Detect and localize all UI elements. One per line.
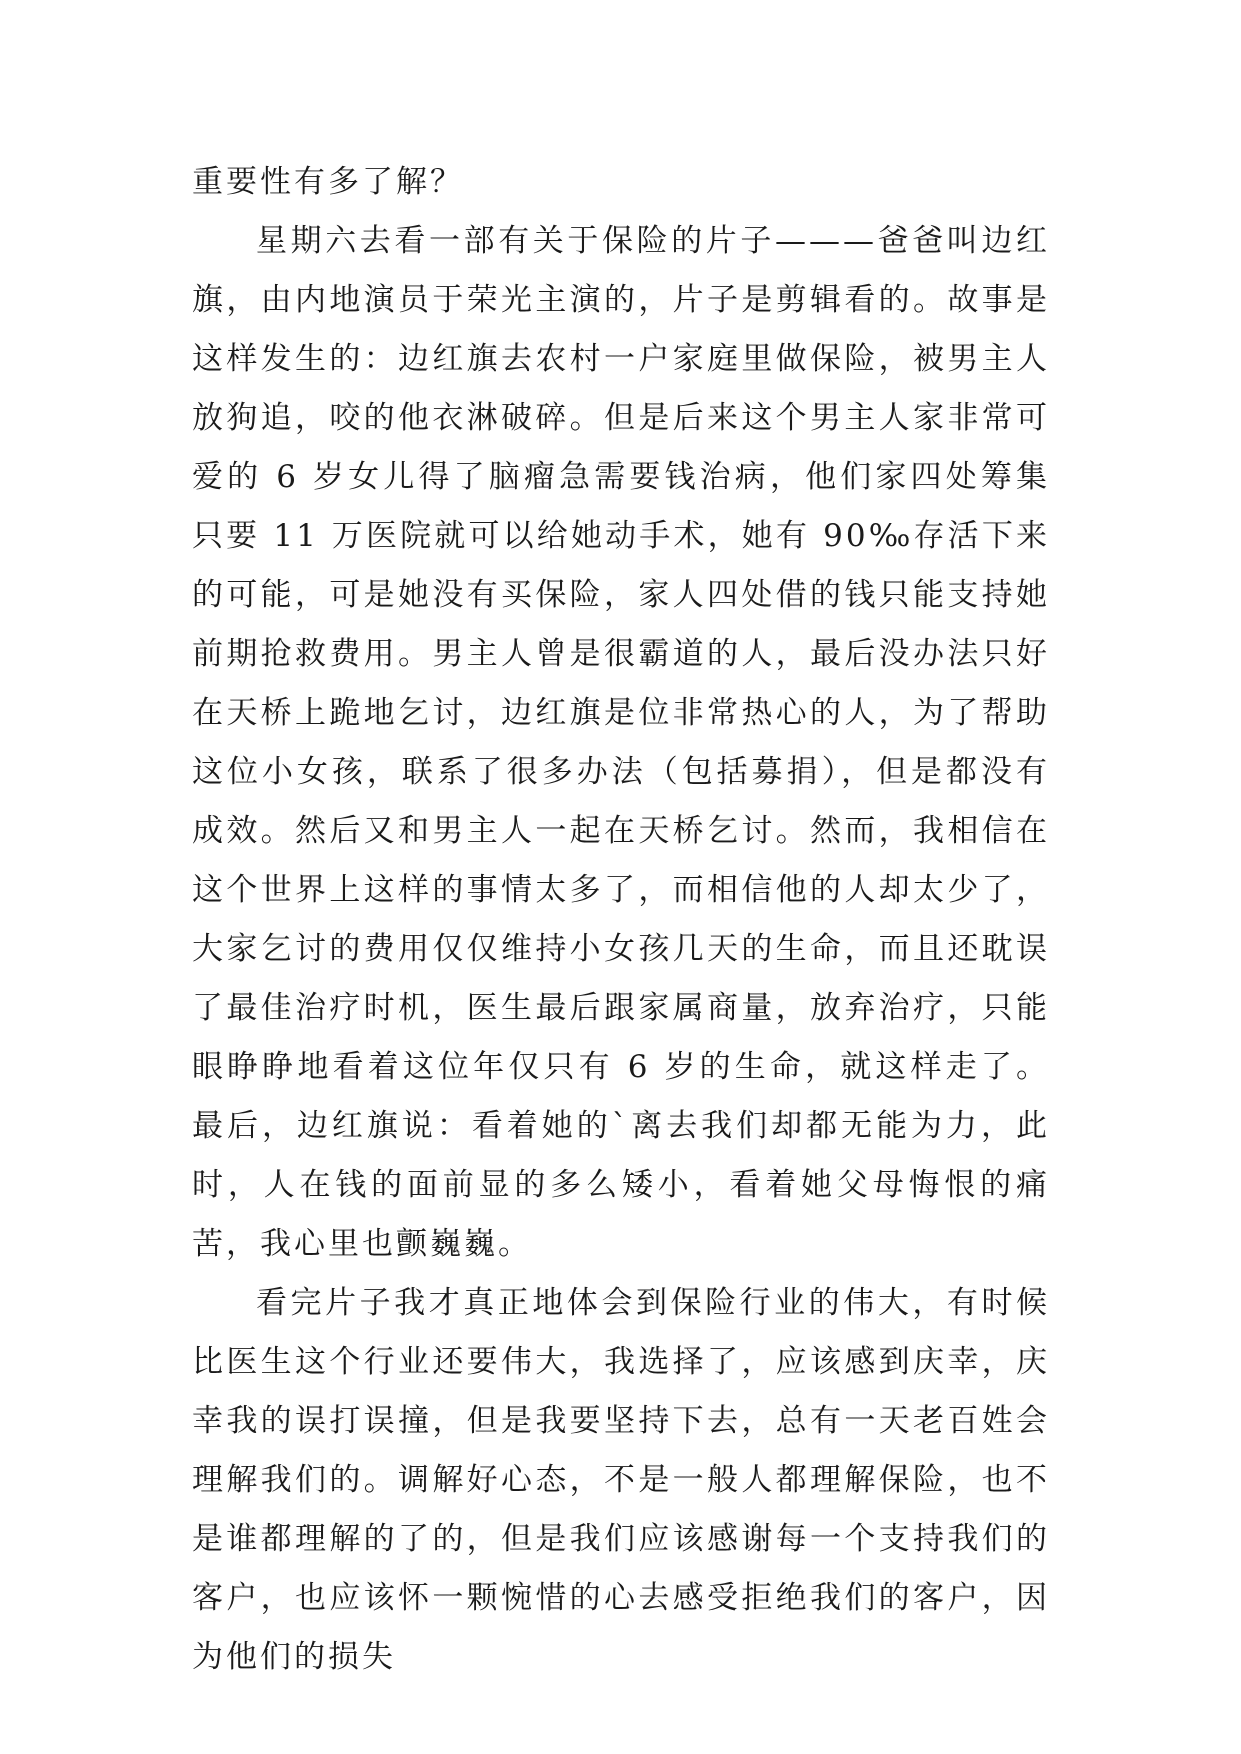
paragraph-reflection: 看完片子我才真正地体会到保险行业的伟大，有时候比医生这个行业还要伟大，我选择了，应该感到庆幸，庆幸我的误打误撞，但是我要坚持下去，总有一天老百姓会理解我们的。调解好心态，不是一般人都理解保险，也不是谁都理解的了的，但是我们应该感谢每一个支持我们的客户，也应该怀一颗惋惜的心去感受拒绝我们的客户，因为他们的损失 [192, 1285, 1050, 1675]
paragraph-film-story: 星期六去看一部有关于保险的片子———爸爸叫边红旗，由内地演员于荣光主演的，片子是剪辑看的。故事是这样发生的：边红旗去农村一户家庭里做保险，被男主人放狗追，咬的他衣淋破碎。但是后来这个男主人家非常可爱的 6 岁女儿得了脑瘤急需要钱治病，他们家四处筹集只要 11 万医院就可以给她动手术，她有 90‰存活下来的可能，可是她没有买保险，家人四处借的钱只能支持她前期抢救费用。男主人曾是很霸道的人，最后没办法只好在天桥上跪地乞讨，边红旗是位非常热心的人，为了帮助这位小女孩，联系了很多办法（包括募捐），但是都没有成效。然后又和男主人一起在天桥乞讨。然而，我相信在这个世界上这样的事情太多了，而相信他的人却太少了，大家乞讨的费用仅仅维持小女孩几天的生命，而且还耽误了最佳治疗时机，医生最后跟家属商量，放弃治疗，只能眼睁睁地看着这位年仅只有 6 岁的生命，就这样走了。最后，边红旗说：看着她的`离去我们却都无能为力，此时，人在钱的面前显的多么矮小，看着她父母悔恨的痛苦，我心里也颤巍巍。 [192, 223, 1050, 1262]
document-body [192, 153, 1050, 1687]
paragraph-continuation: 重要性有多了解？ [192, 164, 464, 200]
